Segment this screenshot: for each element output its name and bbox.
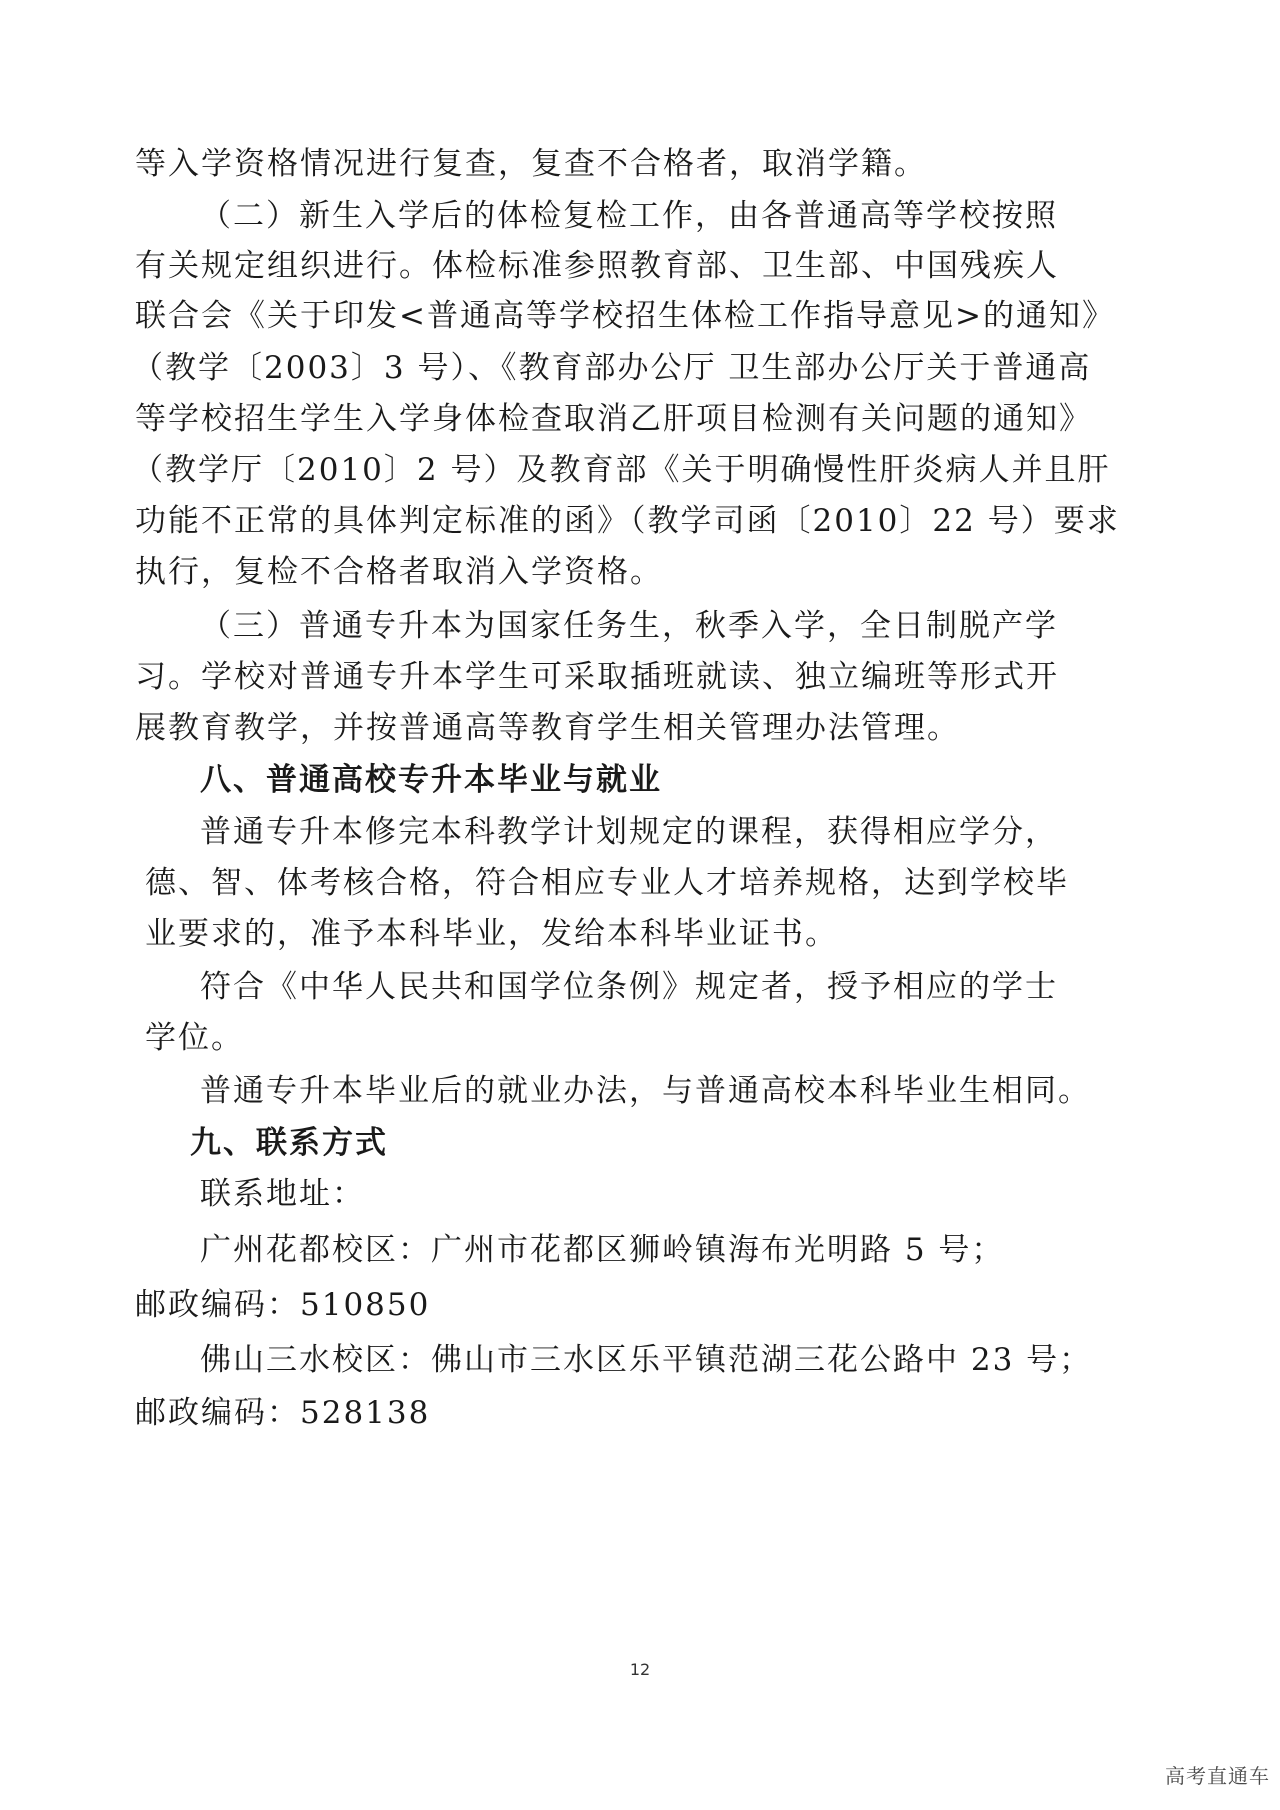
text-line: （二）新生入学后的体检复检工作，由各普通高等学校按照 (200, 198, 1058, 234)
text-line: 符合《中华人民共和国学位条例》规定者，授予相应的学士 (200, 969, 1058, 1005)
page-number: 12 (629, 1660, 651, 1679)
text-line: 有关规定组织进行。体检标准参照教育部、卫生部、中国残疾人 (135, 248, 1059, 284)
text-line: （教学〔2003〕3 号）、《教育部办公厅 卫生部办公厅关于普通高 (132, 350, 1092, 386)
text-line: 联合会《关于印发<普通高等学校招生体检工作指导意见>的通知》 (135, 298, 1115, 334)
text-line: （三）普通专升本为国家任务生，秋季入学，全日制脱产学 (200, 608, 1058, 644)
text-line: 联系地址： (200, 1176, 365, 1212)
text-line: （教学厅〔2010〕2 号）及教育部《关于明确慢性肝炎病人并且肝 (132, 452, 1111, 488)
text-line: 等入学资格情况进行复查，复查不合格者，取消学籍。 (135, 146, 927, 182)
section-heading: 八、普通高校专升本毕业与就业 (200, 762, 662, 798)
text-line: 等学校招生学生入学身体检查取消乙肝项目检测有关问题的通知》 (135, 401, 1092, 437)
text-line: 邮政编码：510850 (135, 1287, 431, 1323)
section-heading: 九、联系方式 (190, 1125, 388, 1161)
text-line: 普通专升本修完本科教学计划规定的课程，获得相应学分， (200, 814, 1058, 850)
text-line: 功能不正常的具体判定标准的函》（教学司函〔2010〕22 号）要求 (135, 503, 1120, 539)
text-line: 业要求的，准予本科毕业，发给本科毕业证书。 (145, 916, 838, 952)
text-line: 普通专升本毕业后的就业办法，与普通高校本科毕业生相同。 (200, 1073, 1091, 1109)
text-line: 佛山三水校区：佛山市三水区乐平镇范湖三花公路中 23 号； (200, 1342, 1093, 1378)
text-line: 广州花都校区：广州市花都区狮岭镇海布光明路 5 号； (200, 1232, 1005, 1268)
text-line: 学位。 (145, 1020, 244, 1056)
text-line: 邮政编码：528138 (135, 1395, 431, 1431)
text-line: 德、智、体考核合格，符合相应专业人才培养规格，达到学校毕 (145, 865, 1069, 901)
watermark: 高考直通车 (1165, 1764, 1270, 1788)
text-line: 展教育教学，并按普通高等教育学生相关管理办法管理。 (135, 710, 960, 746)
text-line: 执行，复检不合格者取消入学资格。 (135, 554, 663, 590)
text-line: 习。学校对普通专升本学生可采取插班就读、独立编班等形式开 (135, 659, 1059, 695)
